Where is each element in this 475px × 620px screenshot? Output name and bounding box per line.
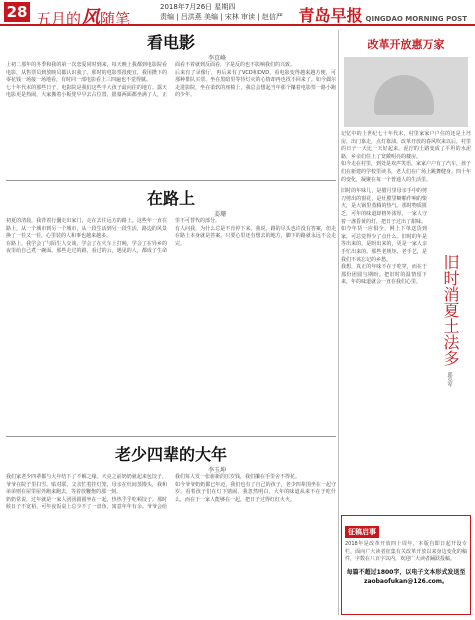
paragraph: 在路上，我学会了与陌生人交谈，学会了在火车上打盹，学会了在异乡的夜里给自己煮一碗面。那些走过的路，看过的云，遇见的人，都成了生命里不可替代的部分。 — [6, 218, 221, 255]
article-laoshao-sibei — [6, 442, 336, 614]
vertical-author: 邱克军 — [446, 372, 453, 388]
article-body — [6, 474, 336, 512]
paragraph: 我们家老少四辈都与大年结下了不解之缘。天亮之前奶奶就起来包饺子，爷爷在院子里扫雪、贴对联，父亲忙着挂灯笼，母亲在灶间蒸馒头，我和弟弟则在屋里屋外跑来跑去，等着放鞭炮的那一刻。 — [6, 474, 167, 496]
article-zai-lushang — [6, 186, 336, 434]
paragraph: 上初二那年的冬季和我的第一次恋爱同时到来，每天晚上我都到电影院看电影，从售票员到放映员都认识我了。那时的电影票很便宜，我用攒下的零花钱一场接一场地看，有时同一部电影看上三四遍也不觉得腻。 — [6, 62, 167, 84]
article-body — [6, 62, 336, 100]
newspaper-brand — [299, 3, 468, 26]
right-column — [341, 30, 471, 615]
section-title — [36, 3, 130, 30]
article-separator — [6, 180, 336, 181]
paragraph: 如今年货一应俱全，网上下单送货到家，可总觉得少了点什么。旧时的年是等出来的，是盼出来的，更是一家人亲手忙出来的。那些老规矩、老手艺，是我们不该忘记的乡愁。 — [341, 226, 427, 263]
call-for-submissions — [341, 515, 471, 615]
paragraph: 如今爷爷奶奶都已年迈，我们也有了自己的孩子，老少四辈围坐在一起守岁。看着孩子们在灯下嬉闹，我忽然明白，大年的味道从来不在于吃什么，而在于一家人能够在一起，把日子过得红红火火。 — [175, 481, 336, 503]
issue-editors: 责编 | 吕洪燕 美编 | 宋林 审读 | 赵信严 — [160, 13, 283, 21]
article-title: 看电影 — [146, 33, 195, 52]
paragraph: 我想，真正的年味不在于吃穿，而在于那份团圆与期盼。把旧时的温情留下来，年的味道就会一直在我们心里。 — [341, 264, 427, 286]
article-kan-dianying — [6, 30, 336, 178]
vertical-title: 旧时消夏土法多 — [441, 254, 460, 367]
column-divider — [338, 30, 339, 615]
recruit-label: 征稿启事 — [345, 526, 379, 538]
feature-photo — [344, 57, 468, 127]
paragraph: 旧时的年味儿，是腊月里母亲手中的剪刀剪出的窗花，是灶膛里噼啪作响的柴火，是大锅里蒸腾的热气。那时物质匮乏，可年的味道却格外浓厚，一家人守着一盏昏黄的灯，把日子过出了甜味。 — [341, 188, 427, 225]
brand-english: QINGDAO MORNING POST — [365, 15, 467, 23]
feature-body — [341, 131, 471, 184]
side-article — [341, 184, 471, 387]
paragraph: 记忆中的上世纪七十年代末，村里家家户户住的还是土坯房，出门靠走，点灯靠油。改革开放的春风吹来以后，村里的日子一天比一天好起来，泥泞的土路变成了平坦的水泥路，乡亲们住上了宽敞明亮的楼房。 — [341, 131, 472, 160]
article-title: 在路上 — [146, 189, 195, 208]
paragraph: 初夏的清晨，我背着行囊走出家门，走在去往远方的路上。这些年一直在路上，从一个城市到另一个城市，从一段生活到另一段生活，路边的风景换了一茬又一茬，心里装的人和事也越来越多。 — [6, 218, 167, 240]
paragraph: 七十年代末的那些日子，电影院是我们这些半大孩子最向往的地方。露天电影更是热闹，大家搬着小板凳早早去占位置，银幕两面都坐满了人，正面看不着就到反面看，字是反的也不影响我们的兴致。 — [6, 62, 296, 99]
paragraph: 奶奶常说，过年就是一家人团团圆圆坐在一起，热热乎乎吃顿饺子。那时候日子不宽裕，可年夜饭桌上总少不了一盘鱼，寓意年年有余。爷爷会给我们每人发一张崭新的压岁钱，我们攥在手里舍不得花。 — [6, 474, 301, 511]
article-separator — [6, 436, 336, 437]
article-author: 李玉坤 — [207, 467, 226, 474]
paragraph: 后来有了录像厅，再后来有了VCD和DVD，看电影变得越来越方便，可那种排队买票、坐在黑暗里等待灯灭的心情却再也找不回来了。如今偶尔走进影院，坐在柔软的座椅上，我总会想起当年那个攥着电影票一路小跑的少年。 — [175, 69, 336, 99]
recruit-text: 2018年是改革开放四十周年，本版自即日起开设专栏，面向广大读者征集有关改革开放以来身边变化的稿件，字数在八百字以内，欢迎广大读者踊跃投稿。 — [345, 541, 467, 563]
paragraph: 如今走在村里，到处是欢声笑语，家家户户有了汽车，孩子们在新建的学校里读书，老人们在广场上跳舞健身。四十年的变化，凝聚在每一个普通人的生活里。 — [341, 161, 472, 183]
issue-date: 2018年7月26日 星期四 — [160, 3, 236, 11]
article-body — [6, 218, 336, 256]
recruit-email: 每篇不超过1800字，以电子文本形式发送至zaobaofukan@126.com。 — [346, 568, 466, 585]
paragraph: 有人问我，为什么总是不肯停下来。我说，路的尽头也许没有答案，但走在路上本身就是答案。只要心里还有想去的地方，脚下的路就永远不会走完。 — [175, 225, 336, 247]
article-title: 老少四辈的大年 — [114, 445, 227, 464]
article-author: 李京峰 — [207, 55, 226, 62]
article-author: 姜珊 — [213, 211, 226, 218]
feature-title: 改革开放惠万家 — [367, 38, 445, 51]
side-article-heading — [430, 184, 470, 387]
page-number: 28 — [4, 2, 30, 22]
brand-name: 青岛早报 — [298, 6, 363, 25]
section-feng: 风 — [81, 7, 101, 29]
side-article-body — [341, 188, 427, 387]
issue-meta — [160, 2, 283, 22]
section-prefix: 五月的 — [36, 10, 82, 28]
page-header — [0, 0, 475, 29]
section-suffix: 随笔 — [100, 10, 131, 28]
